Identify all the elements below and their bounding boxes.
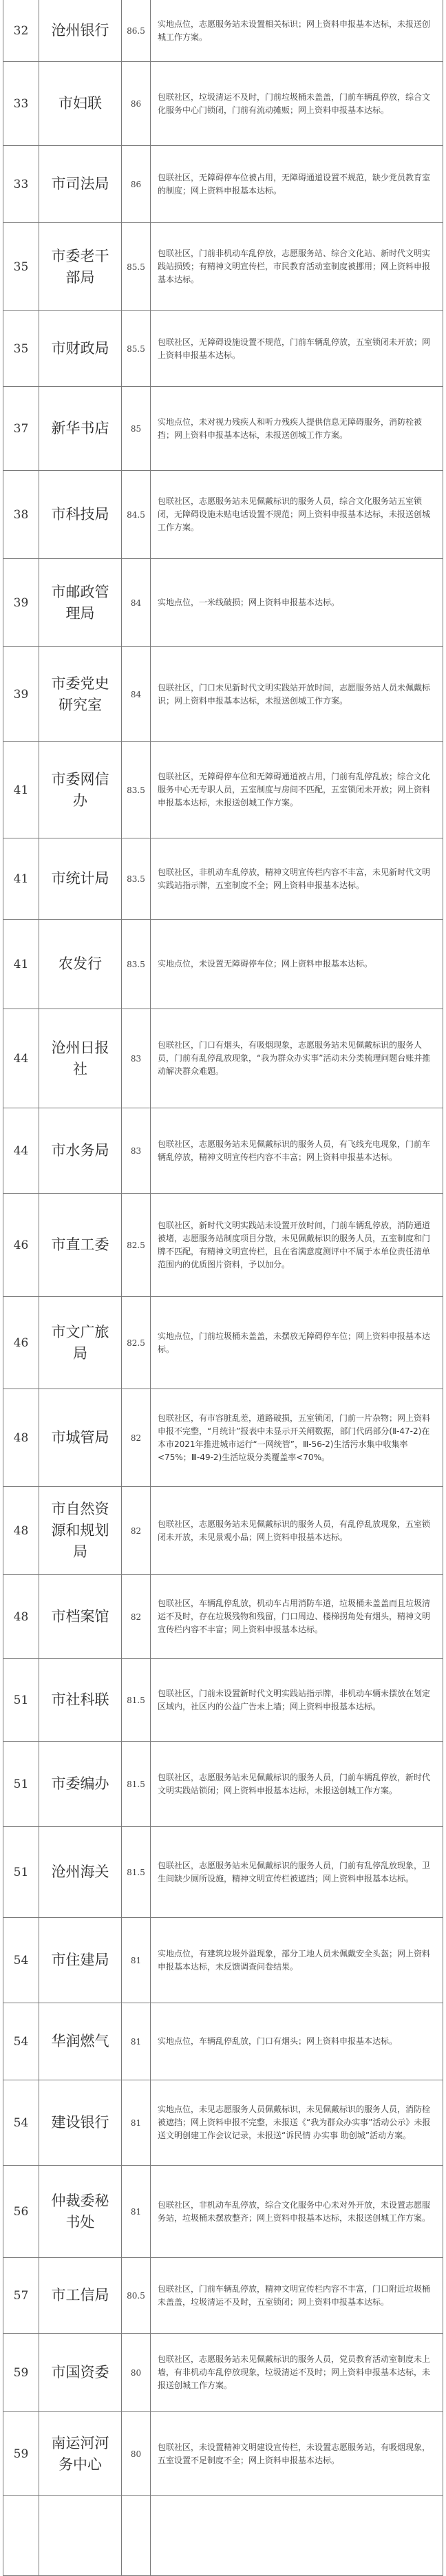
unit-name-cell: 华润燃气	[39, 2003, 122, 2080]
unit-name-cell: 市委党史研究室	[39, 647, 122, 741]
issue-description-cell: 包联社区，新时代文明实践站未设置开放时间，门前车辆乱停放，消防通道被堵，志愿服务站制度项目分散，未见佩戴标识的服务人员，五室制度和门牌不匹配，有精神文明宣传栏，且在省满意度测评中不属于本单位责任清单范围内的优质图片资料，予以加分。	[158, 1220, 431, 1269]
table-row	[3, 559, 443, 647]
issue-description-cell: 包联社区，志愿服务站未见佩戴标识的服务人员，门前车辆乱停放，新时代文明实践站锁闭；网上资料申报基本达标，未报送创城工作方案。	[158, 1772, 431, 1795]
unit-name-cell: 市邮政管理局	[39, 559, 122, 646]
score-cell: 81.5	[122, 1742, 151, 1826]
table-row	[3, 1742, 443, 1827]
table-row	[3, 1194, 443, 1297]
score-cell: 81	[122, 2080, 151, 2165]
score-cell: 83	[122, 1108, 151, 1193]
table-row	[3, 2496, 443, 2576]
table-row	[3, 2412, 443, 2496]
rank-cell: 46	[3, 1194, 39, 1296]
issue-description-cell: 实地点位，一米线破损；网上资料申报基本达标。	[158, 598, 340, 607]
issue-description-cell: 包联社区，门口未见新时代文明实践站开放时间，志愿服务站人员未佩戴标识；网上资料申报基本达标，未报送创城工作方案。	[158, 682, 431, 706]
issue-description-cell: 包联社区，非机动车乱停放，精神文明宣传栏内容不丰富，未见新时代文明实践站指示牌，五室制度不全；网上资料申报基本达标。	[158, 867, 431, 890]
score-cell: 83.5	[122, 838, 151, 919]
unit-name-cell: 市水务局	[39, 1108, 122, 1193]
issue-description-cell: 实地点位，车辆乱停乱放，门口有烟头；网上资料申报基本达标。	[158, 2036, 398, 2046]
score-cell: 83	[122, 1009, 151, 1108]
rank-cell	[3, 2496, 39, 2575]
unit-name-cell: 市文广旅局	[39, 1297, 122, 1389]
rank-cell: 46	[3, 1297, 39, 1389]
table-row	[3, 387, 443, 471]
table-row	[3, 223, 443, 311]
rank-cell: 35	[3, 223, 39, 310]
unit-name-cell: 市委网信办	[39, 742, 122, 838]
table-row	[3, 2166, 443, 2258]
unit-name-cell: 市财政局	[39, 311, 122, 386]
rank-cell: 41	[3, 920, 39, 1009]
rank-cell: 51	[3, 1659, 39, 1741]
score-cell: 85.5	[122, 223, 151, 310]
rank-cell: 39	[3, 647, 39, 741]
table-row	[3, 471, 443, 559]
unit-name-cell: 市档案馆	[39, 1575, 122, 1658]
rank-cell: 44	[3, 1108, 39, 1193]
rank-cell: 59	[3, 2334, 39, 2411]
issue-description-cell: 实地点位，未见志愿服务人员佩戴标识，未见佩戴标识的服务人员，消防栓被遮挡；网上资料申报不完整，未报送《“我为群众办实事”活动公示》未报送文明创建工作会议记录，未报送“诉民情 办实事 助创城”活动方案。	[158, 2104, 431, 2140]
issue-description-cell: 包联社区，门前车辆乱停放，精神文明宣传栏内容不丰富，门口附近垃圾桶未盖盖，垃圾清运不及时，五室锁闭；网上资料申报基本达标。	[158, 2283, 431, 2307]
score-cell: 84.5	[122, 471, 151, 558]
table-row	[3, 2003, 443, 2080]
table-row	[3, 1389, 443, 1487]
table-row	[3, 1918, 443, 2003]
unit-name-cell: 沧州日报社	[39, 1009, 122, 1108]
score-cell: 82	[122, 1389, 151, 1486]
unit-name-cell: 市统计局	[39, 838, 122, 919]
ranking-table	[3, 0, 443, 2576]
score-cell: 81	[122, 2166, 151, 2257]
unit-name-cell: 南运河河务中心	[39, 2412, 122, 2495]
score-cell: 81	[122, 1918, 151, 2003]
unit-name-cell: 市委编办	[39, 1742, 122, 1826]
issue-description-cell: 包联社区，门前非机动车乱停放，志愿服务站、综合文化站、新时代文明实践站损毁；有精神文明宣传栏，市民教育活动室制度被挪用；网上资料申报基本达标。	[158, 249, 431, 284]
rank-cell: 41	[3, 742, 39, 838]
issue-description-cell: 包联社区，有市容脏乱差，道路破损，五室锁闭，门前一片杂物；网上资料申报不完整，“月统计”报表中未显示开关闸数据，部门代码部分(Ⅱ-47-2)在本市2021年推进城市运行“一网统管”，Ⅲ-56-2)生活污水集中收集率<75%；Ⅲ-49-2)生活垃圾分类覆盖率<70%。	[158, 1413, 431, 1462]
score-cell: 86	[122, 146, 151, 222]
unit-name-cell: 市社科联	[39, 1659, 122, 1741]
unit-name-cell: 新华书店	[39, 387, 122, 470]
table-row	[3, 146, 443, 223]
unit-name-cell: 市司法局	[39, 146, 122, 222]
score-cell: 82	[122, 1575, 151, 1658]
table-row	[3, 1108, 443, 1194]
rank-cell: 54	[3, 2080, 39, 2165]
issue-description-cell: 包联社区，无障碍停车位和无障碍通道被占用，门前有乱停乱放；综合文化服务中心无专职人员，五室制度与房间不匹配，五室锁闭未开放；网上资料申报基本达标，未报送创城工作方案。	[158, 772, 431, 807]
unit-name-cell: 市委老干部局	[39, 223, 122, 310]
unit-name-cell: 沧州海关	[39, 1827, 122, 1917]
table-row	[3, 647, 443, 742]
issue-description-cell: 包联社区，志愿服务站未见佩戴标识的服务人员，综合文化服务站五室锁闭，无障碍设施未贴电话设置不规范；网上资料申报基本达标，未报送创城工作方案。	[158, 496, 431, 532]
rank-cell: 41	[3, 838, 39, 919]
score-cell: 84	[122, 647, 151, 741]
score-cell: 80.5	[122, 2258, 151, 2333]
issue-description-cell: 实地点位，门前垃圾桶未盖盖，未摆放无障碍停车位；网上资料申报基本达标。	[158, 1331, 431, 1354]
table-row	[3, 1575, 443, 1659]
table-row	[3, 742, 443, 838]
rank-cell: 56	[3, 2166, 39, 2257]
unit-name-cell: 市工信局	[39, 2258, 122, 2333]
score-cell	[122, 2496, 151, 2575]
issue-description-cell: 包联社区，志愿服务站未见佩戴标识的服务人员，门前有乱停乱放现象，卫生间缺少厕所设施，精神文明宣传栏被遮挡；网上资料申报基本达标。	[158, 1860, 431, 1883]
unit-name-cell: 市住建局	[39, 1918, 122, 2003]
score-cell: 83.5	[122, 742, 151, 838]
score-cell: 82.5	[122, 1297, 151, 1389]
score-cell: 80	[122, 2412, 151, 2495]
issue-description-cell: 包联社区，非机动车乱停放，综合文化服务中心未对外开放，未设置志愿服务站，垃圾桶未摆放整齐；网上资料申报基本达标，未报送创城工作方案。	[158, 2199, 431, 2223]
rank-cell: 51	[3, 1827, 39, 1917]
rank-cell: 38	[3, 471, 39, 558]
rank-cell: 39	[3, 559, 39, 646]
issue-description-cell: 包联社区，无障碍设施设置不规范，门前车辆乱停放，五室锁闭未开放；网上资料申报基本达标。	[158, 337, 431, 360]
unit-name-cell: 市城管局	[39, 1389, 122, 1486]
score-cell: 80	[122, 2334, 151, 2411]
rank-cell: 59	[3, 2412, 39, 2495]
table-row	[3, 1009, 443, 1108]
unit-name-cell: 市直工委	[39, 1194, 122, 1296]
rank-cell: 33	[3, 62, 39, 145]
table-row	[3, 311, 443, 387]
rank-cell: 57	[3, 2258, 39, 2333]
issue-description-cell: 包联社区，志愿服务站未见佩戴标识的服务人员，有飞线充电现象，门前车辆乱停放，精神文明宣传栏内容不丰富；网上资料申报基本达标。	[158, 1139, 431, 1162]
issue-description-cell: 包联社区，未设置精神文明建设宣传栏，未设置志愿服务站，有吸烟现象，五室设置不足制度不全；网上资料申报基本达标。	[158, 2442, 431, 2465]
score-cell: 82.5	[122, 1194, 151, 1296]
score-cell: 86	[122, 62, 151, 145]
score-cell: 82	[122, 1487, 151, 1574]
score-cell: 81	[122, 2003, 151, 2080]
unit-name-cell: 市自然资源和规划局	[39, 1487, 122, 1574]
issue-description-cell: 实地点位，未设置无障碍停车位；网上资料申报基本达标。	[158, 959, 373, 969]
unit-name-cell: 沧州银行	[39, 0, 122, 61]
rank-cell: 33	[3, 146, 39, 222]
table-row	[3, 2080, 443, 2166]
issue-description-cell: 包联社区，门前未设置新时代文明实践站指示牌，非机动车辆未摆放在划定区域内，社区内的公益广告未上墙；网上资料申报基本达标。	[158, 1688, 431, 1711]
rank-cell: 54	[3, 2003, 39, 2080]
unit-name-cell: 市国资委	[39, 2334, 122, 2411]
rank-cell: 54	[3, 1918, 39, 2003]
table-row	[3, 1659, 443, 1742]
table-row	[3, 2258, 443, 2334]
table-row	[3, 920, 443, 1009]
issue-description-cell: 包联社区，志愿服务站未见佩戴标识的服务人员，党员教育活动室制度未上墙，有非机动车乱停放现象，垃圾清运不及时；网上资料申报基本达标，未报送创城工作方案。	[158, 2354, 431, 2390]
score-cell: 85	[122, 387, 151, 470]
score-cell: 83.5	[122, 920, 151, 1009]
unit-name-cell: 农发行	[39, 920, 122, 1009]
table-row	[3, 1827, 443, 1918]
score-cell: 81.5	[122, 1659, 151, 1741]
issue-description-cell: 包联社区，无障碍停车位被占用，无障碍通道设置不规范，缺少党员教育室的制度；网上资料申报基本达标。	[158, 172, 431, 196]
score-cell: 81.5	[122, 1827, 151, 1917]
table-row	[3, 1487, 443, 1575]
rank-cell: 48	[3, 1487, 39, 1574]
unit-name-cell: 仲裁委秘书处	[39, 2166, 122, 2257]
issue-description-cell: 包联社区，门口有烟头，有吸烟现象，志愿服务站未见佩戴标识的服务人员，门前有乱停乱放现象，“我为群众办实事”活动未分类梳理问题台账并推动解决群众难题。	[158, 1040, 431, 1076]
table-row	[3, 62, 443, 146]
score-cell: 85.5	[122, 311, 151, 386]
rank-cell: 35	[3, 311, 39, 386]
issue-description-cell: 包联社区，志愿服务站未见佩戴标识的服务人员，有乱停乱放现象，五室锁闭未开放，未见景观小品；网上资料申报基本达标。	[158, 1519, 431, 1542]
rank-cell: 44	[3, 1009, 39, 1108]
rank-cell: 48	[3, 1389, 39, 1486]
unit-name-cell: 市科技局	[39, 471, 122, 558]
unit-name-cell: 市妇联	[39, 62, 122, 145]
table-row	[3, 1297, 443, 1389]
score-cell: 86.5	[122, 0, 151, 61]
unit-name-cell: 建设银行	[39, 2080, 122, 2165]
rank-cell: 51	[3, 1742, 39, 1826]
rank-cell: 48	[3, 1575, 39, 1658]
rank-cell: 37	[3, 387, 39, 470]
table-row	[3, 2334, 443, 2412]
table-row	[3, 0, 443, 62]
issue-description-cell: 实地点位，志愿服务站未设置相关标识；网上资料申报基本达标，未报送创城工作方案。	[158, 19, 431, 42]
score-cell: 84	[122, 559, 151, 646]
issue-description-cell	[151, 2496, 443, 2575]
table-row	[3, 838, 443, 920]
issue-description-cell: 包联社区，车辆乱停乱放，机动车占用消防车道，垃圾桶未盖盖而且垃圾清运不及时，存在垃圾残物和残留，门口周边、楼梯拐角处有烟头，精神文明宣传栏内容不丰富；网上资料申报基本达标。	[158, 1598, 431, 1634]
rank-cell: 32	[3, 0, 39, 61]
issue-description-cell: 实地点位，未对视力残疾人和听力残疾人提供信息无障碍服务，消防栓被挡；网上资料申报基本达标，未报送创城工作方案。	[158, 416, 423, 440]
unit-name-cell	[39, 2496, 122, 2575]
issue-description-cell: 实地点位，有建筑垃圾外溢现象，部分工地人员未佩戴安全头盔；网上资料申报基本达标，未反馈调查问卷结果。	[158, 1948, 431, 1972]
issue-description-cell: 包联社区，垃圾清运不及时，门前垃圾桶未盖盖，门前车辆乱停放，综合文化服务中心门锁闭，门前有流动摊贩；网上资料申报基本达标。	[158, 92, 431, 115]
